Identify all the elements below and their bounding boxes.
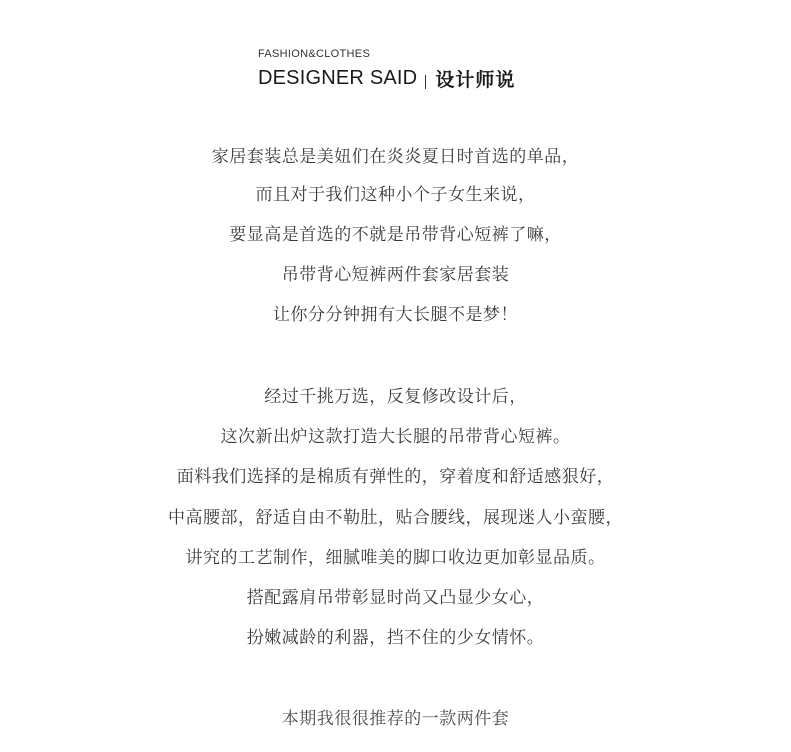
designer-said-header — [258, 48, 558, 92]
text-line: 本期我很很推荐的一款两件套 — [281, 709, 510, 729]
text-line: 讲究的工艺制作，细腻唯美的脚口收边更加彰显品质。 — [185, 548, 606, 568]
header-divider — [425, 75, 426, 89]
header-title-cn: 设计师说 — [435, 69, 516, 91]
text-line: 扮嫩减龄的利器，挡不住的少女情怀。 — [246, 628, 545, 648]
text-line: 而且对于我们这种小个子女生来说， — [255, 185, 536, 205]
text-line: 经过千挑万选，反复修改设计后， — [264, 387, 527, 407]
text-line: 这次新出炉这款打造大长腿的吊带背心短裤。 — [220, 427, 571, 447]
text-line: 中高腰部，舒适自由不勒肚，贴合腰线，展现迷人小蛮腰， — [168, 508, 623, 528]
text-line: 让你分分钟拥有大长腿不是梦！ — [273, 305, 518, 325]
text-line: 要显高是首选的不就是吊带背心短裤了嘛， — [229, 225, 562, 245]
header-subtitle: FASHION&CLOTHES — [258, 48, 371, 60]
text-line: 面料我们选择的是棉质有弹性的，穿着度和舒适感狠好， — [176, 467, 615, 487]
text-line: 吊带背心短裤两件套家居套装 — [281, 265, 510, 285]
header-title-row — [258, 65, 515, 92]
text-line: 搭配露肩吊带彰显时尚又凸显少女心， — [246, 588, 545, 608]
header-title-en: DESIGNER SAID — [258, 67, 418, 89]
text-line: 家居套装总是美妞们在炎炎夏日时首选的单品， — [211, 147, 580, 167]
